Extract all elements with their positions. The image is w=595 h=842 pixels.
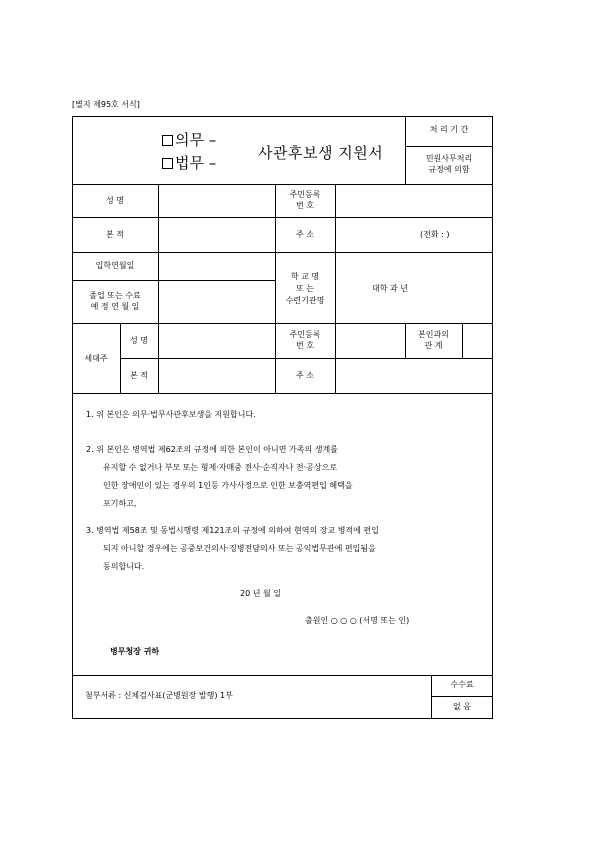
row-line-2 — [72, 252, 493, 253]
footer-top-line — [72, 675, 493, 676]
fee-value: 없 음 — [453, 702, 471, 711]
name-label: 성 명 — [106, 196, 124, 205]
frame-left — [72, 116, 73, 719]
graduation-date-field[interactable] — [159, 281, 275, 323]
admission-label: 입학연월일 — [95, 261, 135, 270]
pledge-3-line-3: 동의합니다. — [103, 562, 145, 571]
graduation-label-1: 졸업 또는 수료 — [89, 291, 141, 300]
pledge-3-line-2: 되지 아니할 경우에는 공중보건의사·징병전담의사 또는 공익법무관에 편입됨을 — [103, 544, 376, 553]
processing-divider — [405, 146, 493, 147]
id-label-1: 주민등록 — [289, 190, 321, 199]
relation-label-2: 관 계 — [424, 341, 443, 350]
school-label-1: 학 교 명 — [290, 272, 320, 281]
school-value[interactable]: 대학 과 년 — [372, 284, 408, 293]
admission-date-field[interactable] — [159, 253, 275, 280]
relation-field[interactable] — [463, 324, 492, 358]
date-line[interactable]: 20 년 월 일 — [240, 589, 281, 598]
pledge-2-line-4: 포기하고, — [103, 499, 137, 508]
pledge-2-line-3: 인한 장애인이 있는 경우의 1인등 가사사정으로 인한 보충역편입 혜택을 — [103, 481, 353, 490]
domicile-label: 본 적 — [106, 230, 124, 239]
id-number-field[interactable] — [336, 185, 492, 217]
name-field[interactable] — [159, 185, 275, 217]
option-uimu: 의무 – — [162, 133, 216, 148]
address-label: 주 소 — [296, 230, 314, 239]
domicile-field[interactable] — [159, 218, 275, 252]
pledge-3-line-1: 3. 병역법 제58조 및 동법시행령 제121조의 규정에 의하여 현역의 장교 병적에 편입 — [86, 526, 379, 535]
relation-label-1: 본인과의 — [418, 330, 449, 339]
form-title: 사관후보생 지원서 — [258, 144, 384, 162]
option-beopmu: 법무 – — [162, 156, 216, 171]
attachment-text: 첨부서류 : 신체검사표(군병원장 발행) 1부 — [85, 691, 233, 700]
fee-label: 수수료 — [450, 680, 474, 689]
addressee: 병무청장 귀하 — [110, 647, 160, 656]
fee-divider — [431, 696, 493, 697]
pledge-2-line-1: 2. 위 본인은 병역법 제62조의 규정에 의한 본인이 아니면 가족의 생계를 — [86, 445, 338, 454]
col-line-relation — [405, 323, 406, 359]
col-line-hh — [120, 323, 121, 394]
address-field[interactable] — [336, 218, 492, 252]
school-label-2: 또 는 — [296, 284, 314, 293]
processing-period-value-2: 규정에 의함 — [428, 165, 470, 174]
applicant-line[interactable]: 출원인 ○ ○ ○ (서명 또는 인) — [305, 616, 410, 625]
hh-id-label-1: 주민등록 — [289, 330, 321, 339]
row-line-6 — [72, 393, 493, 394]
frame-right — [492, 116, 493, 719]
hh-name-label: 성 명 — [130, 336, 148, 345]
row-line-4 — [72, 323, 493, 324]
id-label-2: 번 호 — [296, 201, 314, 210]
frame-top — [72, 116, 493, 117]
processing-period-value-1: 민원사무처리 — [425, 154, 473, 163]
hh-address-field[interactable] — [336, 359, 492, 393]
hh-domicile-field[interactable] — [159, 359, 275, 393]
pledge-1: 1. 위 본인은 의무·법무사관후보생을 지원합니다. — [86, 410, 256, 419]
hh-id-label-2: 번 호 — [296, 341, 314, 350]
frame-bottom — [72, 718, 493, 719]
option-uimu-checkbox[interactable] — [162, 135, 173, 146]
processing-period-label: 처 리 기 간 — [429, 125, 469, 134]
hh-name-field[interactable] — [159, 324, 275, 358]
school-label-3: 수련기관명 — [285, 296, 325, 305]
option-beopmu-checkbox[interactable] — [162, 158, 173, 169]
householder-label: 세대주 — [84, 354, 108, 363]
pledge-2-line-2: 유지할 수 없거나 부모 또는 형제·자매중 전사·순직자나 전·공상으로 — [103, 463, 338, 472]
graduation-label-2: 예 정 연 월 일 — [90, 302, 140, 311]
phone-text: (전화 : ) — [420, 230, 450, 239]
form-number: [별지 제95호 서식] — [72, 100, 140, 109]
hh-address-label: 주 소 — [296, 371, 314, 380]
hh-domicile-label: 본 적 — [130, 371, 148, 380]
hh-id-field[interactable] — [336, 324, 405, 358]
